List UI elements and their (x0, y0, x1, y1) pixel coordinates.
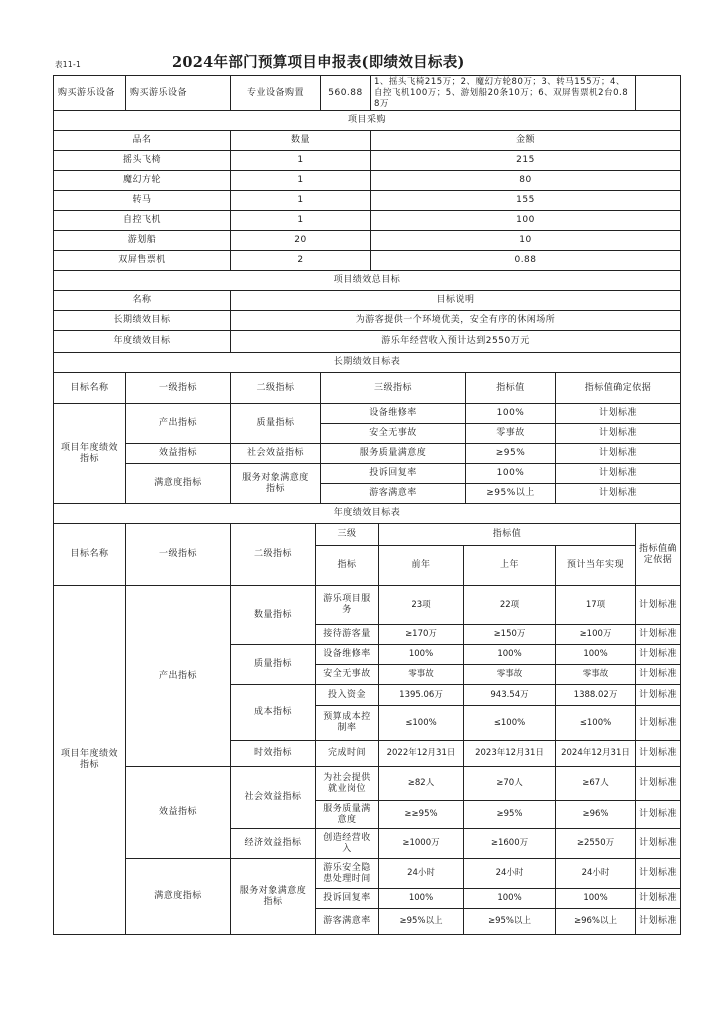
column-header-value: 指标值 (466, 373, 556, 404)
table-row (54, 251, 681, 271)
prev-year-value-cell: 24小时 (379, 859, 464, 889)
last-year-value-cell: 943.54万 (464, 685, 556, 706)
value-basis-cell: 计划标准 (636, 859, 681, 889)
goal-name-cell: 长期绩效目标 (54, 311, 231, 331)
procurement-amount-cell: 80 (371, 171, 681, 191)
target-name-cell: 项目年度绩效指标 (54, 404, 126, 504)
prev-year-value-cell: ≥1000万 (379, 829, 464, 859)
section-title-long-term: 长期绩效目标表 (54, 353, 681, 373)
value-basis-cell: 计划标准 (556, 484, 681, 504)
level3-indicator-cell: 投诉回复率 (316, 889, 379, 909)
last-year-value-cell: 零事故 (464, 665, 556, 685)
table-row (54, 311, 681, 331)
table-row (54, 171, 681, 191)
level3-indicator-cell: 创造经营收入 (316, 829, 379, 859)
level1-indicator-cell: 产出指标 (126, 586, 231, 767)
indicator-value-cell: ≥95% (466, 444, 556, 464)
value-basis-cell: 计划标准 (636, 767, 681, 801)
level3-indicator-cell: 安全无事故 (316, 665, 379, 685)
level2-indicator-cell: 质量指标 (231, 645, 316, 685)
current-year-value-cell: 零事故 (556, 665, 636, 685)
project-name-cell: 购买游乐设备 (54, 76, 126, 111)
procurement-quantity-cell: 1 (231, 191, 371, 211)
column-header-value-group: 指标值 (379, 524, 636, 546)
prev-year-value-cell: ≥≥95% (379, 801, 464, 829)
table-row (54, 404, 681, 424)
procurement-amount-cell: 155 (371, 191, 681, 211)
current-year-value-cell: ≥96% (556, 801, 636, 829)
value-basis-cell: 计划标准 (636, 801, 681, 829)
prev-year-value-cell: ≥95%以上 (379, 909, 464, 935)
level3-indicator-cell: 为社会提供就业岗位 (316, 767, 379, 801)
section-title-row (54, 504, 681, 524)
procurement-item-cell: 双屏售票机 (54, 251, 231, 271)
indicator-value-cell: 100% (466, 404, 556, 424)
current-year-value-cell: 100% (556, 889, 636, 909)
level1-indicator-cell: 满意度指标 (126, 464, 231, 504)
value-basis-cell: 计划标准 (556, 464, 681, 484)
current-year-value-cell: 24小时 (556, 859, 636, 889)
level3-indicator-cell: 服务质量满意度 (316, 801, 379, 829)
prev-year-value-cell: 2022年12月31日 (379, 741, 464, 767)
project-content-cell: 购买游乐设备 (126, 76, 231, 111)
value-basis-cell: 计划标准 (636, 665, 681, 685)
document-title: 2024年部门预算项目申报表(即绩效目标表) (172, 54, 465, 71)
prev-year-value-cell: 100% (379, 645, 464, 665)
value-basis-cell: 计划标准 (556, 404, 681, 424)
level1-indicator-cell: 效益指标 (126, 767, 231, 859)
current-year-value-cell: 1388.02万 (556, 685, 636, 706)
level1-indicator-cell: 效益指标 (126, 444, 231, 464)
section-title-row (54, 353, 681, 373)
last-year-value-cell: ≥95%以上 (464, 909, 556, 935)
budget-form (53, 75, 680, 935)
column-header-level2: 二级指标 (231, 524, 316, 586)
table-row (54, 859, 681, 889)
current-year-value-cell: 17项 (556, 586, 636, 625)
procurement-item-cell: 魔幻方轮 (54, 171, 231, 191)
current-year-value-cell: ≥96%以上 (556, 909, 636, 935)
last-year-value-cell: 2023年12月31日 (464, 741, 556, 767)
value-basis-cell: 计划标准 (636, 909, 681, 935)
last-year-value-cell: ≥70人 (464, 767, 556, 801)
level3-indicator-cell: 投入资金 (316, 685, 379, 706)
level2-indicator-cell: 成本指标 (231, 685, 316, 741)
column-header-level1: 一级指标 (126, 373, 231, 404)
long-term-goals-table (53, 352, 681, 504)
table-header-row (54, 373, 681, 404)
section-title-row (54, 111, 681, 131)
level3-indicator-cell: 投诉回复率 (321, 464, 466, 484)
prev-year-value-cell: ≥82人 (379, 767, 464, 801)
last-year-value-cell: ≥95% (464, 801, 556, 829)
value-basis-cell: 计划标准 (556, 444, 681, 464)
column-header-prev-year: 前年 (379, 546, 464, 586)
column-header-name: 名称 (54, 291, 231, 311)
column-header-basis: 指标值确定依据 (636, 524, 681, 586)
level2-indicator-cell: 服务对象满意度指标 (231, 464, 321, 504)
column-header-level3: 三级指标 (321, 373, 466, 404)
column-header-level3: 指标 (316, 546, 379, 586)
procurement-item-cell: 转马 (54, 191, 231, 211)
value-basis-cell: 计划标准 (636, 706, 681, 741)
level3-indicator-cell: 游乐安全隐患处理时间 (316, 859, 379, 889)
last-year-value-cell: 100% (464, 645, 556, 665)
prev-year-value-cell: 1395.06万 (379, 685, 464, 706)
prev-year-value-cell: 零事故 (379, 665, 464, 685)
value-basis-cell: 计划标准 (636, 741, 681, 767)
procurement-item-cell: 自控飞机 (54, 211, 231, 231)
level2-indicator-cell: 社会效益指标 (231, 444, 321, 464)
column-header-basis: 指标值确定依据 (556, 373, 681, 404)
table-header-row (54, 291, 681, 311)
level2-indicator-cell: 数量指标 (231, 586, 316, 645)
column-header-level3-top: 三级 (316, 524, 379, 546)
column-header-level1: 一级指标 (126, 524, 231, 586)
overall-goals-table (53, 270, 681, 353)
current-year-value-cell: ≤100% (556, 706, 636, 741)
project-category-cell: 专业设备购置 (231, 76, 321, 111)
column-header-last-year: 上年 (464, 546, 556, 586)
last-year-value-cell: 22项 (464, 586, 556, 625)
value-basis-cell: 计划标准 (636, 645, 681, 665)
value-basis-cell: 计划标准 (636, 685, 681, 706)
current-year-value-cell: 2024年12月31日 (556, 741, 636, 767)
procurement-quantity-cell: 1 (231, 151, 371, 171)
table-row (54, 331, 681, 353)
column-header-quantity: 数量 (231, 131, 371, 151)
target-name-cell: 项目年度绩效指标 (54, 586, 126, 935)
section-title-annual: 年度绩效目标表 (54, 504, 681, 524)
table-row (54, 191, 681, 211)
table-header-row (54, 524, 681, 546)
procurement-amount-cell: 215 (371, 151, 681, 171)
level3-indicator-cell: 设备维修率 (316, 645, 379, 665)
procurement-table (53, 110, 681, 271)
procurement-amount-cell: 100 (371, 211, 681, 231)
level2-indicator-cell: 社会效益指标 (231, 767, 316, 829)
table-row (54, 231, 681, 251)
last-year-value-cell: ≥150万 (464, 625, 556, 645)
table-row (54, 586, 681, 625)
table-row (54, 464, 681, 484)
value-basis-cell: 计划标准 (636, 889, 681, 909)
current-year-value-cell: ≥2550万 (556, 829, 636, 859)
level3-indicator-cell: 接待游客量 (316, 625, 379, 645)
indicator-value-cell: 零事故 (466, 424, 556, 444)
procurement-item-cell: 摇头飞椅 (54, 151, 231, 171)
current-year-value-cell: ≥67人 (556, 767, 636, 801)
column-header-target: 目标名称 (54, 524, 126, 586)
column-header-target: 目标名称 (54, 373, 126, 404)
table-header-row (54, 131, 681, 151)
indicator-value-cell: 100% (466, 464, 556, 484)
level3-indicator-cell: 游客满意率 (316, 909, 379, 935)
last-year-value-cell: ≤100% (464, 706, 556, 741)
section-title-row (54, 271, 681, 291)
level3-indicator-cell: 游客满意率 (321, 484, 466, 504)
project-info-row (54, 76, 681, 111)
last-year-value-cell: 24小时 (464, 859, 556, 889)
prev-year-value-cell: ≤100% (379, 706, 464, 741)
project-info-table (53, 75, 681, 111)
level3-indicator-cell: 安全无事故 (321, 424, 466, 444)
table-row (54, 211, 681, 231)
column-header-description: 目标说明 (231, 291, 681, 311)
prev-year-value-cell: 23项 (379, 586, 464, 625)
procurement-quantity-cell: 1 (231, 211, 371, 231)
table-row (54, 151, 681, 171)
procurement-amount-cell: 10 (371, 231, 681, 251)
value-basis-cell: 计划标准 (636, 829, 681, 859)
indicator-value-cell: ≥95%以上 (466, 484, 556, 504)
level1-indicator-cell: 产出指标 (126, 404, 231, 444)
column-header-current-year: 预计当年实现 (556, 546, 636, 586)
level1-indicator-cell: 满意度指标 (126, 859, 231, 935)
procurement-item-cell: 游划船 (54, 231, 231, 251)
value-basis-cell: 计划标准 (636, 586, 681, 625)
last-year-value-cell: ≥1600万 (464, 829, 556, 859)
value-basis-cell: 计划标准 (636, 625, 681, 645)
form-code: 表11-1 (55, 60, 82, 69)
current-year-value-cell: 100% (556, 645, 636, 665)
level2-indicator-cell: 质量指标 (231, 404, 321, 444)
prev-year-value-cell: ≥170万 (379, 625, 464, 645)
project-amount-cell: 560.88 (321, 76, 371, 111)
level3-indicator-cell: 预算成本控制率 (316, 706, 379, 741)
goal-description-cell: 游乐年经营收入预计达到2550万元 (231, 331, 681, 353)
table-row (54, 767, 681, 801)
level2-indicator-cell: 时效指标 (231, 741, 316, 767)
procurement-quantity-cell: 1 (231, 171, 371, 191)
project-remark-cell (636, 76, 681, 111)
column-header-amount: 金额 (371, 131, 681, 151)
column-header-item: 品名 (54, 131, 231, 151)
table-row (54, 444, 681, 464)
section-title-overall-goals: 项目绩效总目标 (54, 271, 681, 291)
current-year-value-cell: ≥100万 (556, 625, 636, 645)
procurement-quantity-cell: 2 (231, 251, 371, 271)
section-title-procurement: 项目采购 (54, 111, 681, 131)
level3-indicator-cell: 服务质量满意度 (321, 444, 466, 464)
level2-indicator-cell: 经济效益指标 (231, 829, 316, 859)
column-header-level2: 二级指标 (231, 373, 321, 404)
goal-name-cell: 年度绩效目标 (54, 331, 231, 353)
value-basis-cell: 计划标准 (556, 424, 681, 444)
level3-indicator-cell: 完成时间 (316, 741, 379, 767)
last-year-value-cell: 100% (464, 889, 556, 909)
annual-goals-table (53, 503, 681, 935)
prev-year-value-cell: 100% (379, 889, 464, 909)
level3-indicator-cell: 游乐项目服务 (316, 586, 379, 625)
project-details-cell: 1、摇头飞椅215万；2、魔幻方轮80万；3、转马155万；4、自控飞机100万；5、游划船20条10万；6、双屏售票机2台0.88万 (371, 76, 636, 111)
procurement-amount-cell: 0.88 (371, 251, 681, 271)
level2-indicator-cell: 服务对象满意度指标 (231, 859, 316, 935)
procurement-quantity-cell: 20 (231, 231, 371, 251)
level3-indicator-cell: 设备维修率 (321, 404, 466, 424)
goal-description-cell: 为游客提供一个环境优美，安全有序的休闲场所 (231, 311, 681, 331)
